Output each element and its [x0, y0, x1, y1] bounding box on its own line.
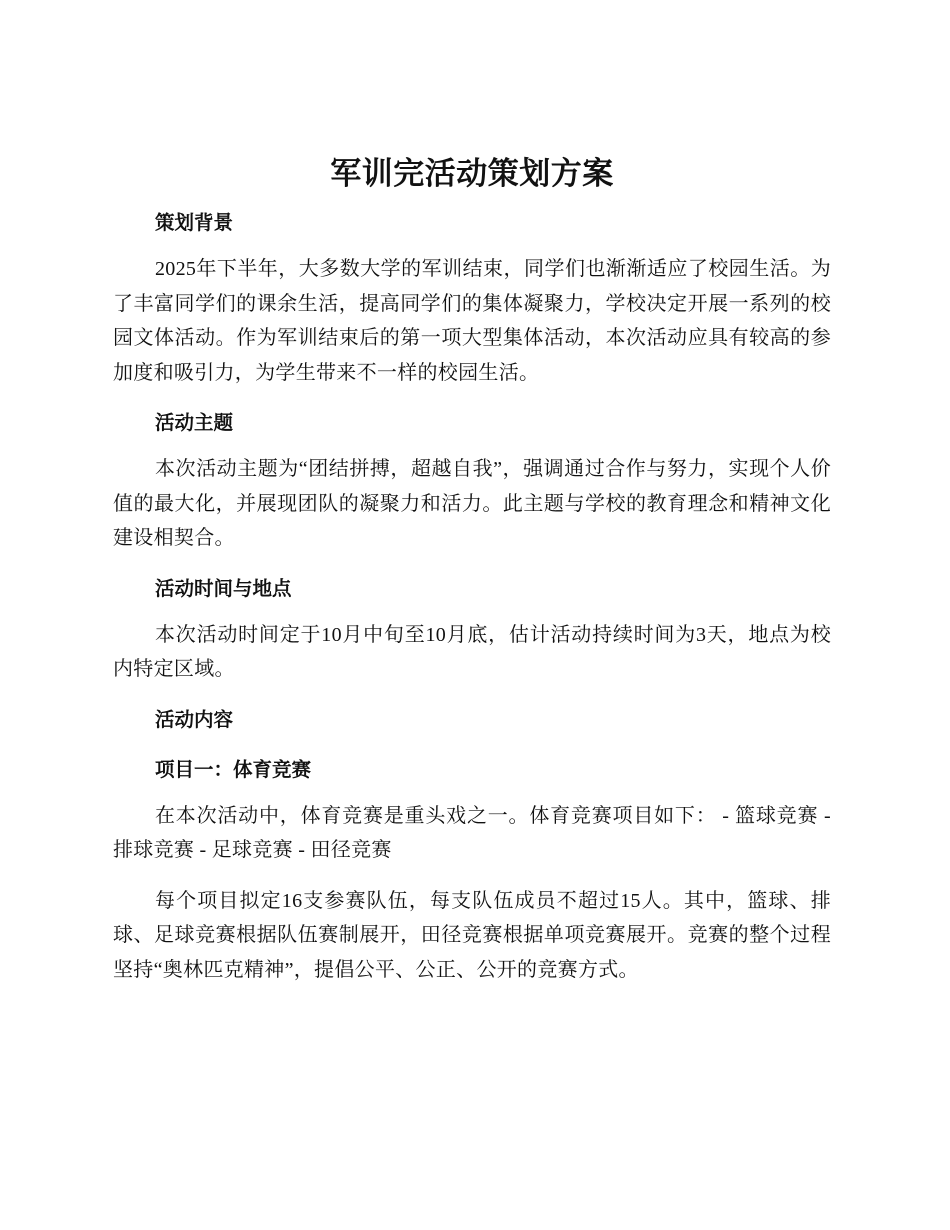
paragraph-background: 2025年下半年，大多数大学的军训结束，同学们也渐渐适应了校园生活。为了丰富同学们的课余生活，提高同学们的集体凝聚力，学校决定开展一系列的校园文体活动。作为军训结束后的第一项大型集体活动，本次活动应具有较高的参加度和吸引力，为学生带来不一样的校园生活。	[113, 258, 831, 384]
document-body	[113, 148, 831, 987]
section-heading-sports: 项目一：体育竞赛	[155, 757, 312, 781]
section-heading-time-place: 活动时间与地点	[155, 576, 292, 600]
paragraph-time-place: 本次活动时间定于10月中旬至10月底，估计活动持续时间为3天，地点为校内特定区域。	[113, 623, 831, 680]
document-title: 军训完活动策划方案	[330, 156, 614, 192]
section-heading-theme: 活动主题	[155, 411, 234, 434]
section-heading-content: 活动内容	[155, 707, 234, 731]
paragraph-theme: 本次活动主题为“团结拼搏，超越自我”，强调通过合作与努力，实现个人价值的最大化，并展现团队的凝聚力和活力。此主题与学校的教育理念和精神文化建设相契合。	[113, 458, 831, 549]
section-heading-background: 策划背景	[155, 211, 234, 234]
paragraph-sports-events: 在本次活动中，体育竞赛是重头戏之一。体育竞赛项目如下： - 篮球竞赛 - 排球竞赛 - 足球竞赛 - 田径竞赛	[113, 804, 831, 861]
paragraph-sports-rules: 每个项目拟定16支参赛队伍，每支队伍成员不超过15人。其中，篮球、排球、足球竞赛根据队伍赛制展开，田径竞赛根据单项竞赛展开。竞赛的整个过程坚持“奥林匹克精神”，提倡公平、公正、公开的竞赛方式。	[113, 889, 831, 981]
